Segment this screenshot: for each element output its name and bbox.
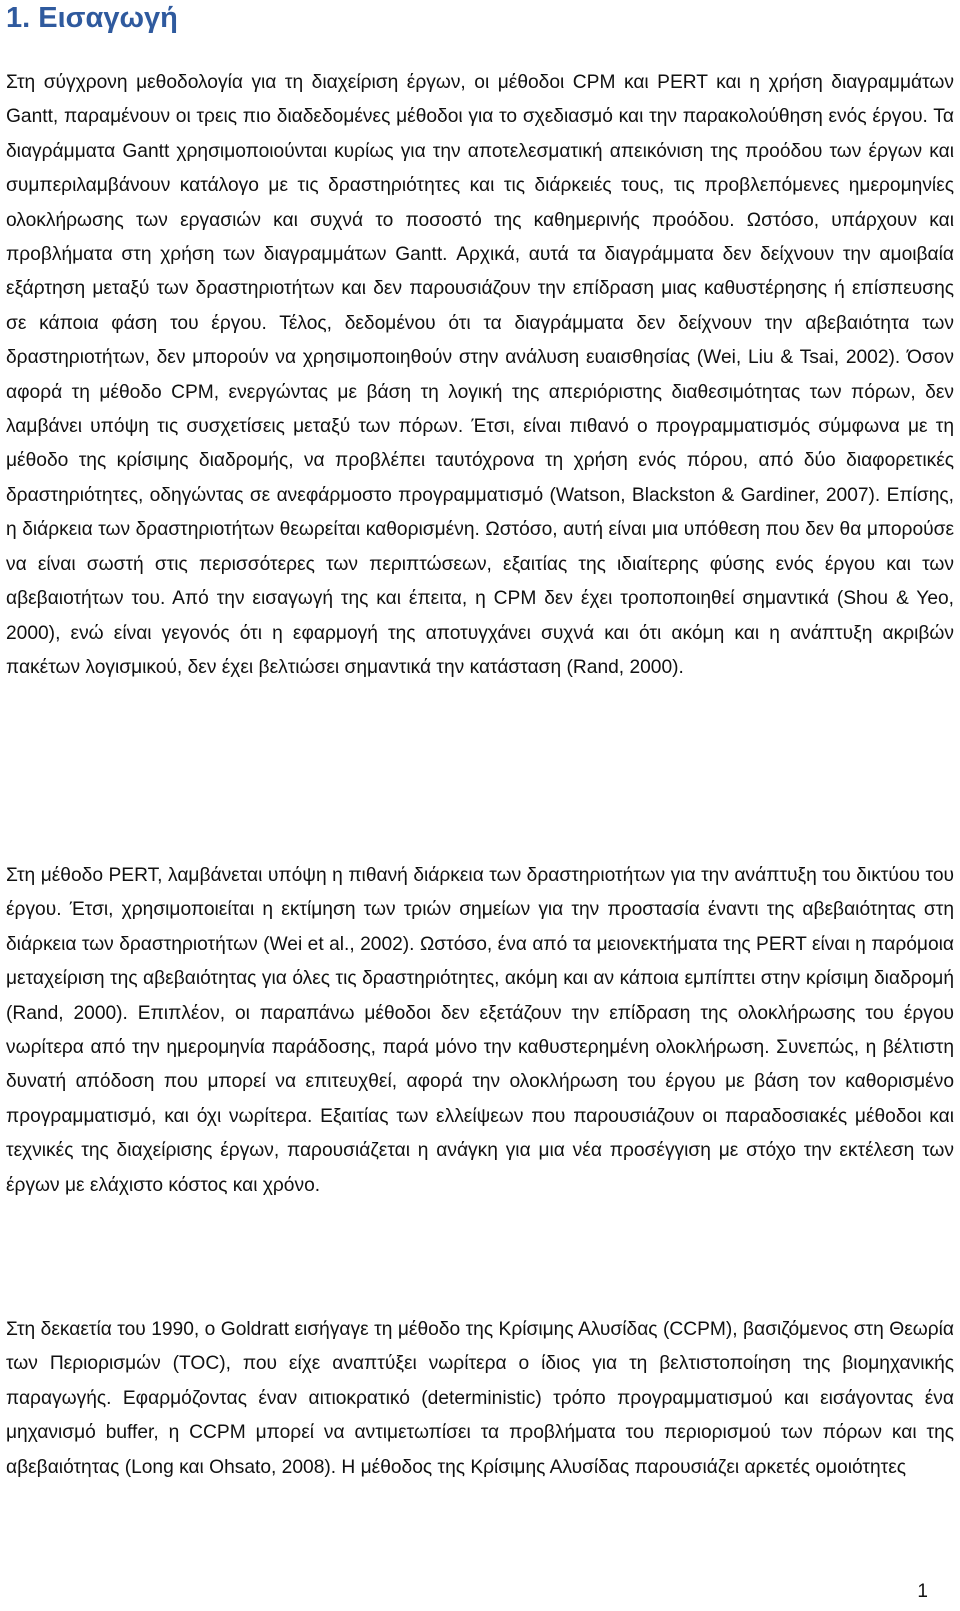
paragraph-ccpm: Στη δεκαετία του 1990, ο Goldratt εισήγαγε τη μέθοδο της Κρίσιμης Αλυσίδας (CCPM), βασιζόμενος στη Θεωρία των Περιορισμών (TOC), που είχε αναπτύξει νωρίτερα ο ίδιος για τη βελτιστοποίηση της βιομηχανικής παραγωγής. Εφαρμόζοντας έναν αιτιοκρατικό (deterministic) τρόπο προγραμματισμού και εισάγοντας ένα μηχανισμό buffer, η CCPM μπορεί να αντιμετωπίσει τα προβλήματα του περιορισμού των πόρων και της αβεβαιότητας (Long και Ohsato, 2008). Η μέθοδος της Κρίσιμης Αλυσίδας παρουσιάζει αρκετές ομοιότητες [6, 1319, 954, 1478]
document-page [6, 0, 954, 1478]
section-heading [6, 0, 954, 40]
paragraph-intro: Στη σύγχρονη μεθοδολογία για τη διαχείριση έργων, οι μέθοδοι CPM και PERT και η χρήση διαγραμμάτων Gantt, παραμένουν οι τρεις πιο διαδεδομένες μέθοδοι για το σχεδιασμό και την παρακολούθηση ενός έργου. Τα διαγράμματα Gantt χρησιμοποιούνται κυρίως για την αποτελεσματική απεικόνιση της προόδου των έργων και συμπεριλαμβάνουν κατάλογο με τις δραστηριότητες και τις διάρκειές τους, τις προβλεπόμενες ημερομηνίες ολοκλήρωσης των εργασιών και συχνά το ποσοστό της καθημερινής προόδου. Ωστόσο, υπάρχουν και προβλήματα στη χρήση των διαγραμμάτων Gantt. Αρχικά, αυτά τα διαγράμματα δεν δείχνουν την αμοιβαία εξάρτηση μεταξύ των δραστηριοτήτων και δεν παρουσιάζουν την επίδραση μιας καθυστέρησης ή επίσπευσης σε κάποια φάση του έργου. Τέλος, δεδομένου ότι τα διαγράμματα δεν δείχνουν την αβεβαιότητα των δραστηριοτήτων, δεν μπορούν να χρησιμοποιηθούν στην ανάλυση ευαισθησίας (Wei, Liu & Tsai, 2002). Όσον αφορά τη μέθοδο CPM, ενεργώντας με βάση τη λογική της απεριόριστης διαθεσιμότητας των πόρων, δεν λαμβάνει υπόψη τις συσχετίσεις μεταξύ των πόρων. Έτσι, είναι πιθανό ο προγραμματισμός σύμφωνα με τη μέθοδο της κρίσιμης διαδρομής, να προβλέπει ταυτόχρονα τη χρήση ενός πόρου, από δύο διαφορετικές δραστηριότητες, οδηγώντας σε ανεφάρμοστο προγραμματισμό (Watson, Blackston & Gardiner, 2007). Επίσης, η διάρκεια των δραστηριοτήτων θεωρείται καθορισμένη. Ωστόσο, αυτή είναι μια υπόθεση που δεν θα μπορούσε να είναι σωστή στις περισσότερες των περιπτώσεων, εξαιτίας της ιδιαίτερης φύσης ενός έργου και των αβεβαιοτήτων του. Από την εισαγωγή της και έπειτα, η CPM δεν έχει τροποποιηθεί σημαντικά (Shou & Yeo, 2000), ενώ είναι γεγονός ότι η εφαρμογή της αποτυγχάνει συχνά και ότι ακόμη και η ανάπτυξη ακριβών πακέτων λογισμικού, δεν έχει βελτιώσει σημαντικά την κατάσταση (Rand, 2000). [6, 72, 954, 678]
page-number: 1 [917, 1581, 928, 1602]
section-number: 1. [6, 2, 31, 34]
paragraph-pert: Στη μέθοδο PERT, λαμβάνεται υπόψη η πιθανή διάρκεια των δραστηριοτήτων για την ανάπτυξη του δικτύου του έργου. Έτσι, χρησιμοποιείται η εκτίμηση των τριών σημείων για την προστασία έναντι της αβεβαιότητας στη διάρκεια των δραστηριοτήτων (Wei et al., 2002). Ωστόσο, ένα από τα μειονεκτήματα της PERT είναι η παρόμοια μεταχείριση της αβεβαιότητας για όλες τις δραστηριότητες, ακόμη και αν κάποια εμπίπτει στην κρίσιμη διαδρομή (Rand, 2000). Επιπλέον, οι παραπάνω μέθοδοι δεν εξετάζουν την επίδραση της ολοκλήρωσης του έργου νωρίτερα από την ημερομηνία παράδοσης, παρά μόνο την καθυστερημένη ολοκλήρωση. Συνεπώς, η βέλτιστη δυνατή απόδοση που μπορεί να επιτευχθεί, αφορά την ολοκλήρωση του έργου με βάση τον καθορισμένο προγραμματισμό, και όχι νωρίτερα. Εξαιτίας των ελλείψεων που παρουσιάζουν οι παραδοσιακές μέθοδοι και τεχνικές της διαχείρισης έργων, παρουσιάζεται η ανάγκη για μια νέα προσέγγιση με στόχο την εκτέλεση των έργων με ελάχιστο κόστος και χρόνο. [6, 865, 954, 1196]
section-title: Εισαγωγή [38, 2, 178, 34]
